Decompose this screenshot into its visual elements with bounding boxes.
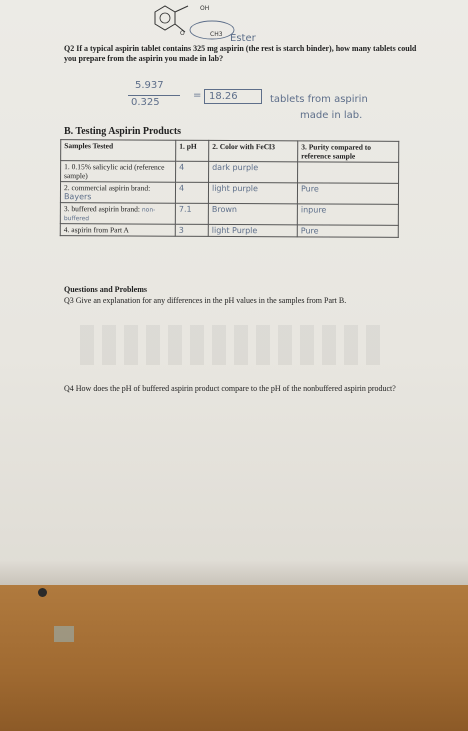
ph-cell: 4 xyxy=(176,161,209,182)
answer-numerator: 5.937 xyxy=(135,80,164,91)
table-row xyxy=(60,182,398,205)
col-header-ph: 1. pH xyxy=(176,140,209,161)
fraction-bar xyxy=(128,95,180,96)
o-label: O xyxy=(180,30,185,37)
col-header-samples: Samples Tested xyxy=(61,140,176,162)
sample-cell xyxy=(60,203,175,225)
ph-cell: 4 xyxy=(175,182,208,203)
color-cell: Brown xyxy=(208,203,297,224)
purity-cell: Pure xyxy=(297,183,398,205)
purity-cell: inpure xyxy=(297,204,398,226)
color-cell: light Purple xyxy=(208,224,297,236)
question-3: Q3 Give an explanation for any differences in the pH values in the samples from Part B. xyxy=(64,296,347,305)
ph-cell: 3 xyxy=(175,224,208,236)
sample-cell: 1. 0.15% salicylic acid (reference sample) xyxy=(61,161,176,183)
sample-label: 3. buffered aspirin brand: xyxy=(63,204,141,214)
sample-brand: non-buffered xyxy=(63,206,156,223)
equals-sign: = xyxy=(193,90,202,101)
ch3-label: CH3 xyxy=(210,31,223,38)
color-cell: dark purple xyxy=(209,161,298,182)
sample-cell xyxy=(60,182,175,204)
ph-cell: 7.1 xyxy=(175,203,208,224)
sample-label: 2. commercial aspirin brand: xyxy=(63,183,151,193)
col-header-color: 2. Color with FeCl3 xyxy=(209,140,298,161)
sample-brand: Bayers xyxy=(63,192,92,202)
answer-unit-line2: made in lab. xyxy=(300,110,363,121)
question-4: Q4 How does the pH of buffered aspirin product compare to the pH of the nonbuffered aspirin product? xyxy=(64,384,396,393)
col-header-purity: 3. Purity compared to reference sample xyxy=(298,141,399,163)
table-row xyxy=(61,161,399,184)
table-header-row xyxy=(61,140,399,163)
sample-cell: 4. aspirin from Part A xyxy=(60,224,175,237)
question-2: Q2 If a typical aspirin tablet contains 325 mg aspirin (the rest is starch binder), how many tablets could you prepare from the aspirin you made in lab? xyxy=(64,44,417,63)
answer-unit: tablets from aspirin xyxy=(270,94,368,105)
results-table xyxy=(60,139,400,238)
answer-result-box: 18.26 xyxy=(204,89,262,104)
ester-annotation: Ester xyxy=(230,33,256,44)
corner-mark xyxy=(54,626,74,642)
section-b-title: B. Testing Aspirin Products xyxy=(64,126,182,137)
table-row xyxy=(60,224,398,238)
questions-heading: Questions and Problems xyxy=(64,285,147,294)
oh-label: OH xyxy=(200,5,210,12)
table-row xyxy=(60,203,398,226)
wooden-table xyxy=(0,585,468,731)
bleed-through-text xyxy=(80,325,380,365)
color-cell: light purple xyxy=(208,182,297,203)
answer-denominator: 0.325 xyxy=(131,97,160,108)
purity-cell xyxy=(298,162,399,184)
binder-hole xyxy=(38,588,47,597)
purity-cell: Pure xyxy=(297,225,398,238)
